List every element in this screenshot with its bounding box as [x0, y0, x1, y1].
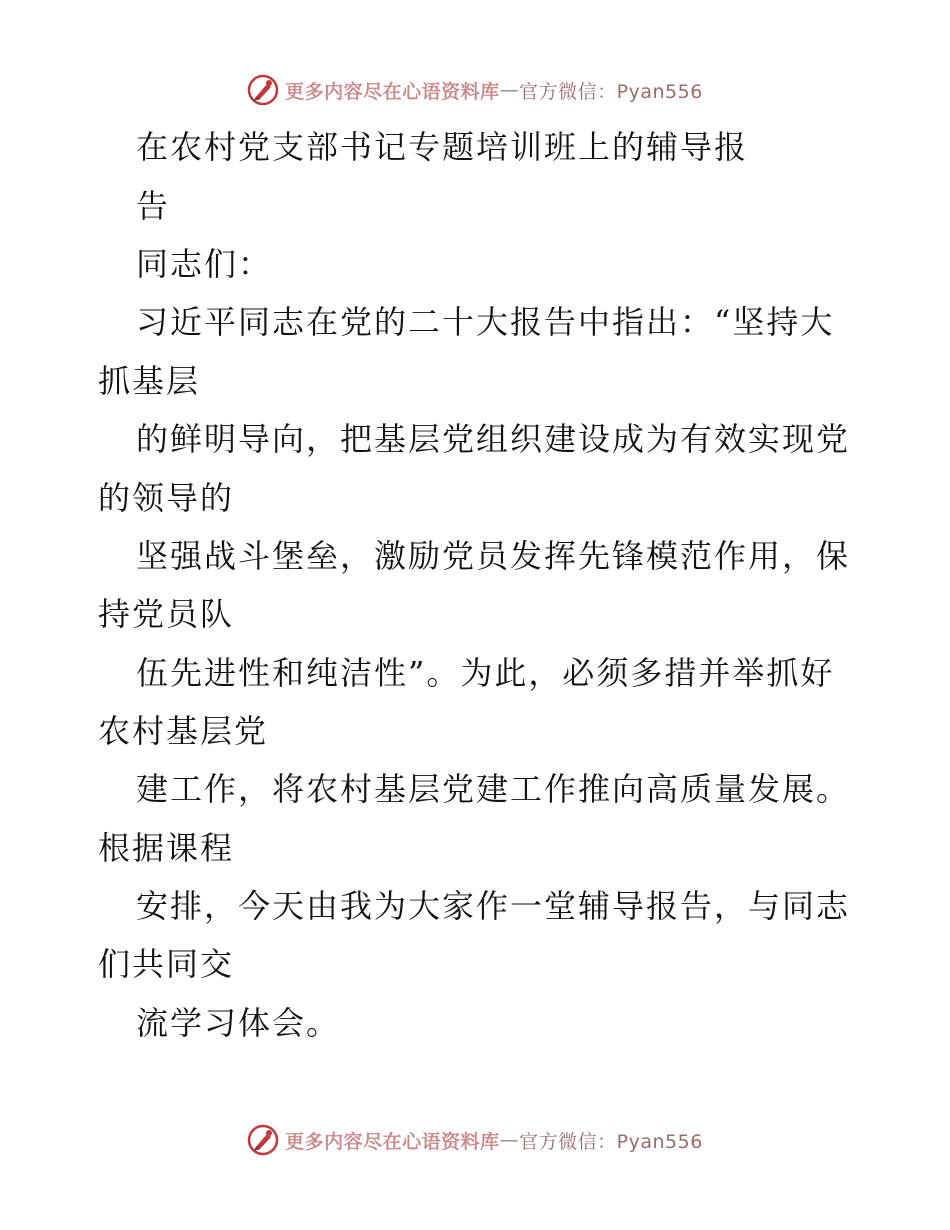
- pen-logo-icon: [247, 74, 279, 106]
- paragraph-line: 坚强战斗堡垒，激励党员发挥先锋模范作用，保: [136, 537, 851, 575]
- paragraph-line: 持党员队: [98, 595, 235, 633]
- paragraph-line: 安排，今天由我为大家作一堂辅导报告，与同志: [136, 887, 851, 925]
- paragraph-line: 习近平同志在党的二十大报告中指出：“坚持大: [136, 303, 835, 341]
- paragraph-line: 建工作，将农村基层党建工作推向高质量发展。: [136, 770, 851, 808]
- paragraph-line: 的鲜明导向，把基层党组织建设成为有效实现党: [136, 420, 851, 458]
- banner-dash: —: [499, 1129, 520, 1151]
- paragraph-line: 农村基层党: [98, 712, 269, 750]
- pen-logo-icon: [247, 1124, 279, 1156]
- wechat-id: 官方微信：Pyan556: [519, 1130, 703, 1153]
- document-title-line-1: 在农村党支部书记专题培训班上的辅导报: [136, 128, 749, 166]
- paragraph-line: 根据课程: [98, 829, 235, 867]
- salutation: 同志们：: [136, 245, 273, 283]
- footer-banner: [0, 1120, 950, 1160]
- paragraph-line: 抓基层: [98, 362, 201, 400]
- paragraph-line: 伍先进性和纯洁性”。为此，必须多措并举抓好: [136, 654, 835, 692]
- site-name: 更多内容尽在心语资料库: [285, 1130, 500, 1153]
- paragraph-line: 流学习体会。: [136, 1004, 341, 1042]
- paragraph-line: 们共同交: [98, 945, 235, 983]
- paragraph-line: 的领导的: [98, 479, 235, 517]
- wechat-id: 官方微信：Pyan556: [519, 80, 703, 103]
- header-banner: [0, 70, 950, 110]
- site-name: 更多内容尽在心语资料库: [285, 80, 500, 103]
- document-title-line-2: 告: [136, 187, 171, 225]
- banner-dash: —: [499, 79, 520, 101]
